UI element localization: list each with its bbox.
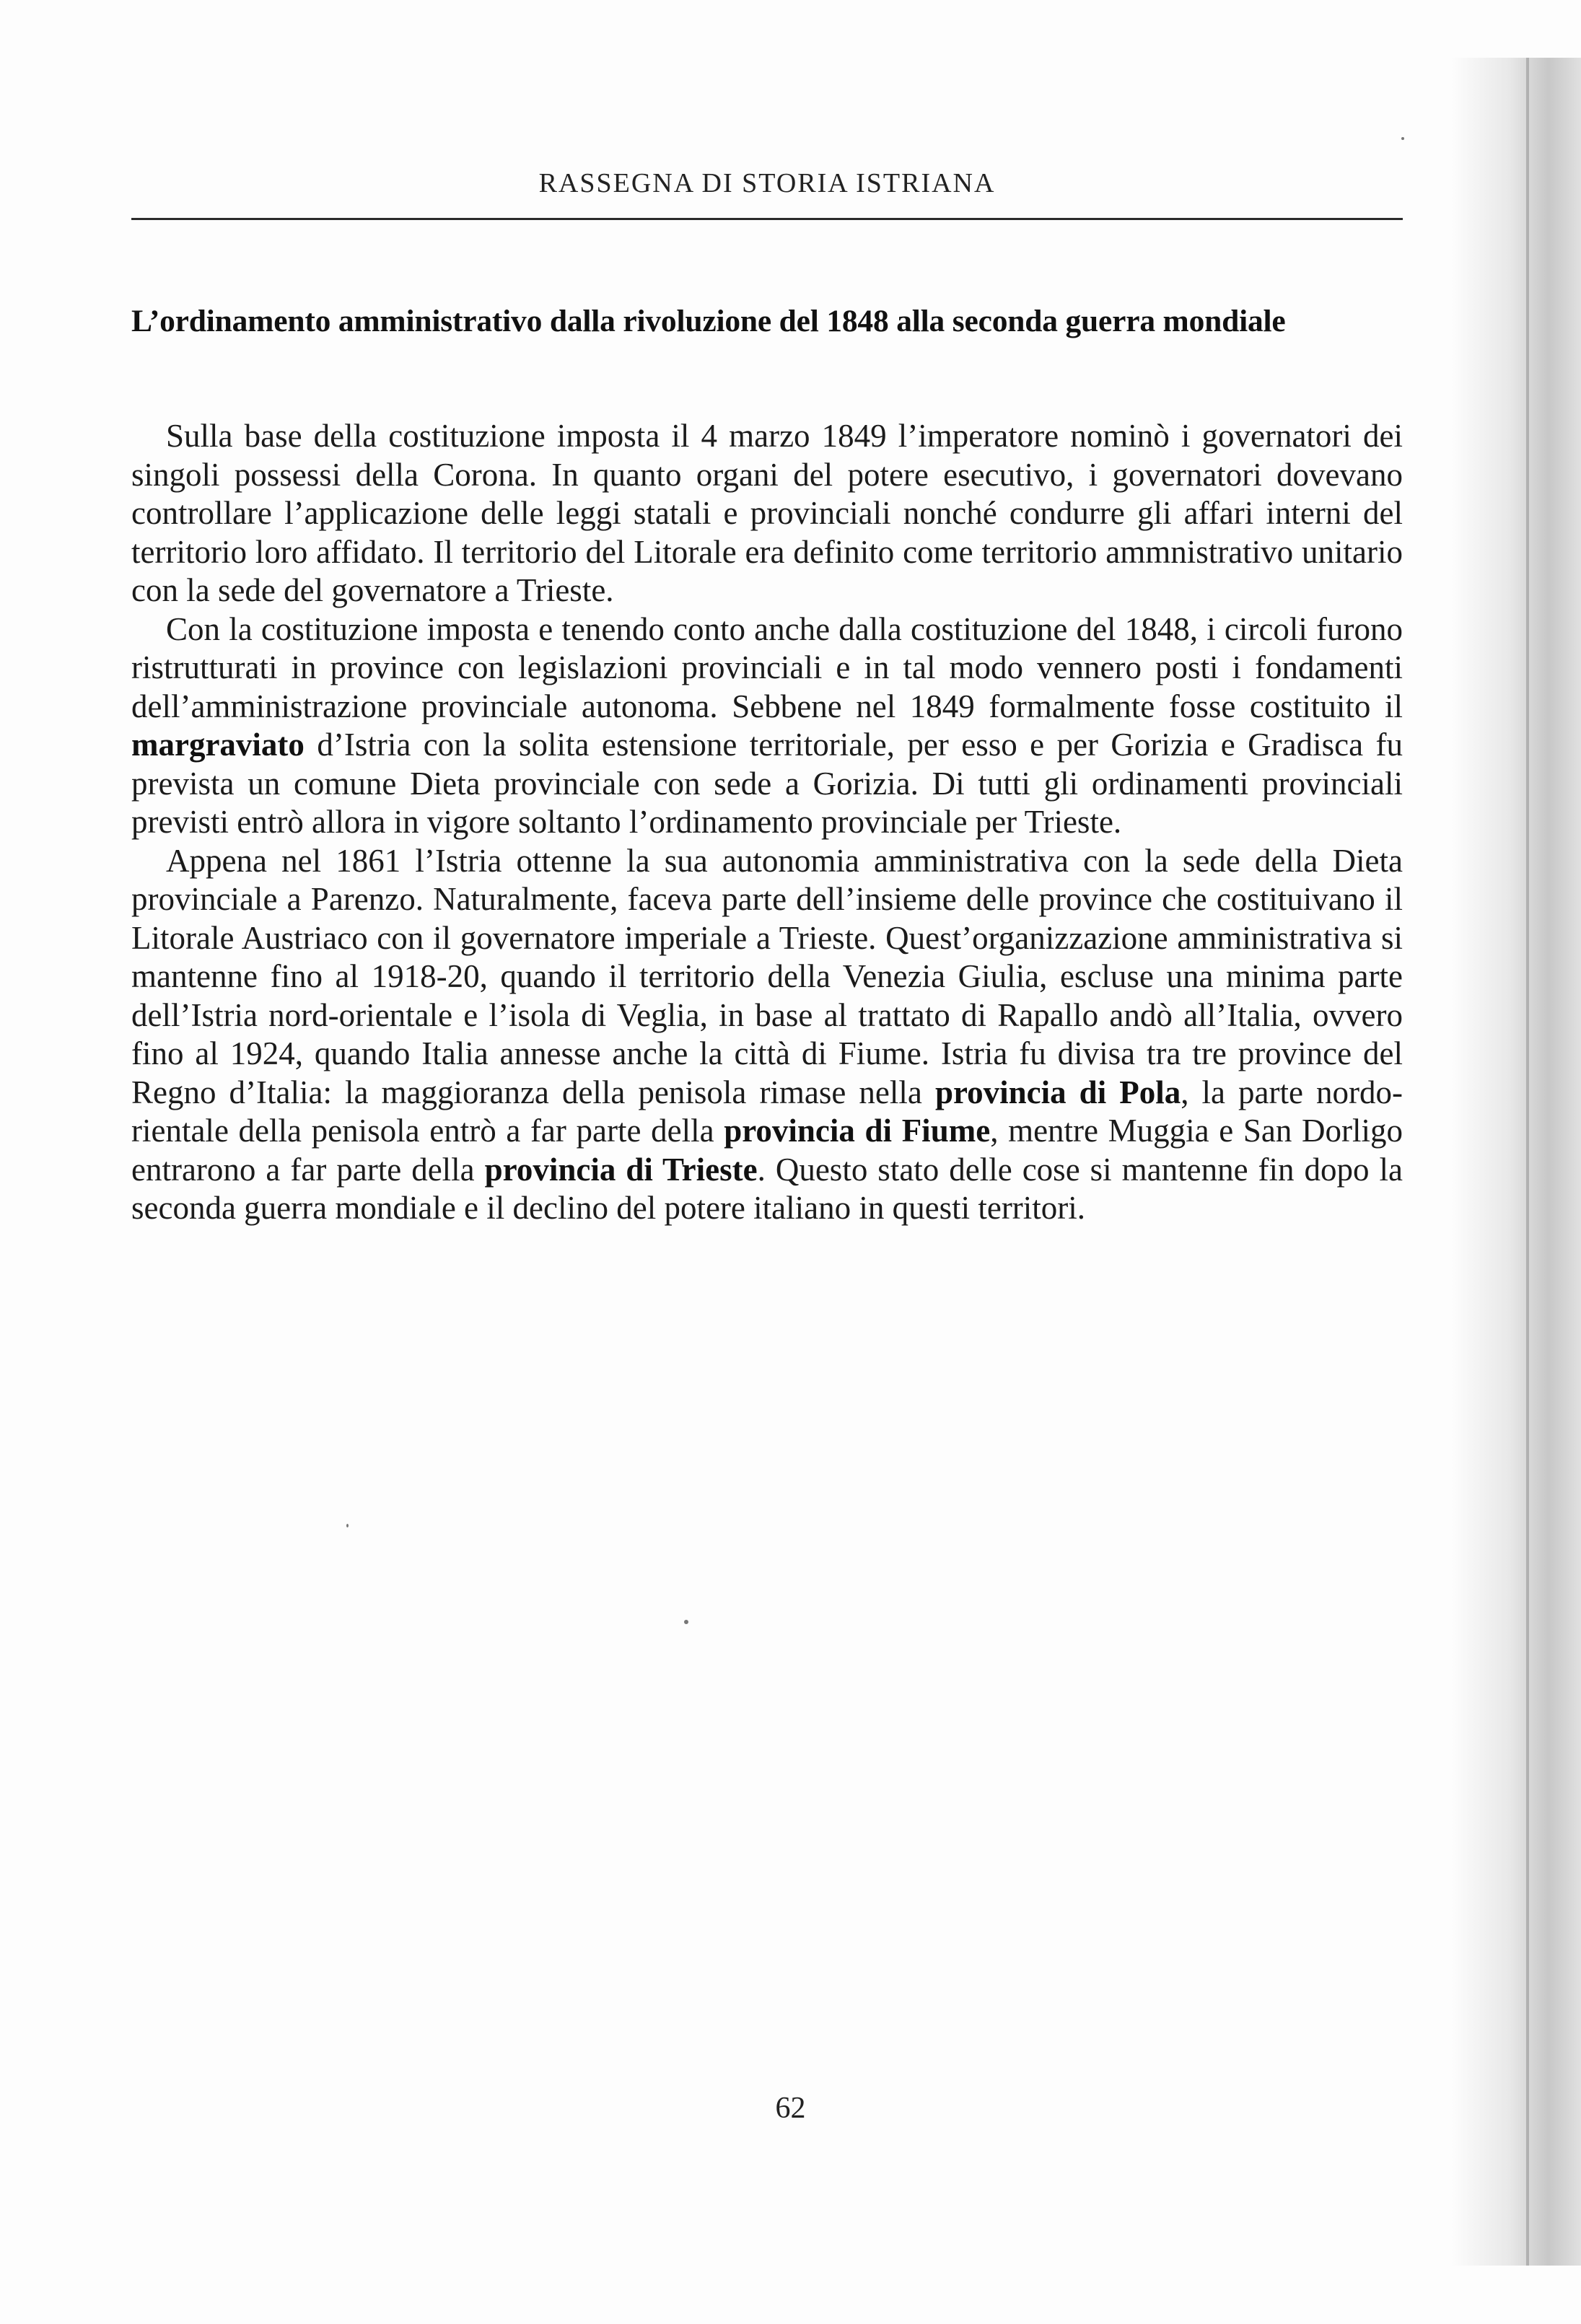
paragraph-3 [131, 842, 1403, 1228]
binding-gutter-edge [1526, 58, 1529, 2266]
paragraph-3-text-a: Appena nel 1861 l’Istria ottenne la sua autonomia amministrativa con la sede della Dieta provinciale a Parenzo. Naturalmente, faceva parte dell’insieme delle province che costituivano il Litorale Austriaco con il governatore imperiale a Trieste. Quest’organizzazione amministrativa si mantenne fino al 1918-20, quando il territorio della Venezia Giulia, escluse una minima parte dell’Istria nord-orientale e l’isola di Veglia, in base al trattato di Rapallo andò all’Italia, ovvero fino al 1924, quando Italia annesse anche la città di Fiume. Istria fu divisa tra tre province del Regno d’Italia: la maggioranza della penisola rimase nella [131, 842, 1403, 1110]
paragraph-3-text-c: , mentre Muggia e San Dorligo entrarono a far parte della [131, 1113, 1403, 1188]
binding-gutter-shadow [1451, 58, 1581, 2266]
paragraph-2 [131, 610, 1403, 842]
scan-speck [684, 1620, 688, 1624]
article-body [131, 417, 1403, 1228]
term-provincia-di-trieste: provincia di Trieste [484, 1151, 758, 1188]
article-title: L’ordinamento amministrativo dalla rivoluzione del 1848 alla seconda guerra mondiale [131, 304, 1286, 338]
term-provincia-di-fiume: provincia di Fiume [724, 1113, 991, 1149]
scan-speck [1401, 137, 1404, 140]
scan-speck [346, 1524, 349, 1527]
running-header: RASSEGNA DI STORIA ISTRIANA [538, 168, 996, 198]
paragraph-1 [131, 417, 1403, 610]
paragraph-3-text-d: . Questo stato delle cose si mantenne fin dopo la seconda guerra mondiale e il declino del potere italiano in questi territori. [131, 1151, 1403, 1226]
header-rule [131, 218, 1403, 220]
paragraph-1-text: Sulla base della costituzione imposta il 4 marzo 1849 l’imperatore nominò i governatori dei singoli possessi della Corona. In quanto organi del potere esecutivo, i governatori dovevano controllare l’applicazione delle leggi statali e provinciali nonché condurre gli affari interni del territorio loro affidato. Il territorio del Litorale era definito come territorio ammnistrativo unitario con la sede del governatore a Trieste. [131, 418, 1403, 608]
paragraph-3-text-b: , la parte nordo-rientale della penisola entrò a far parte della [131, 1074, 1403, 1149]
term-provincia-di-pola: provincia di Pola [934, 1074, 1181, 1110]
term-margraviato: margraviato [131, 727, 305, 763]
page-number: 62 [775, 2092, 806, 2125]
paragraph-2-text-a: Con la costituzione imposta e tenendo conto anche dalla costituzione del 1848, i circoli furono ristrutturati in province con legislazioni provinciali e in tal modo vennero posti i fondamenti dell’amministrazione provinciale autonoma. Sebbene nel 1849 formalmente fosse costituito il [131, 610, 1403, 724]
paragraph-2-text-b: d’Istria con la solita estensione territoriale, per esso e per Gorizia e Gradisca fu prevista un comune Dieta provinciale con sede a Gorizia. Di tutti gli ordinamenti provinciali previsti entrò allora in vigore soltanto l’ordinamento provinciale per Trieste. [131, 727, 1403, 840]
